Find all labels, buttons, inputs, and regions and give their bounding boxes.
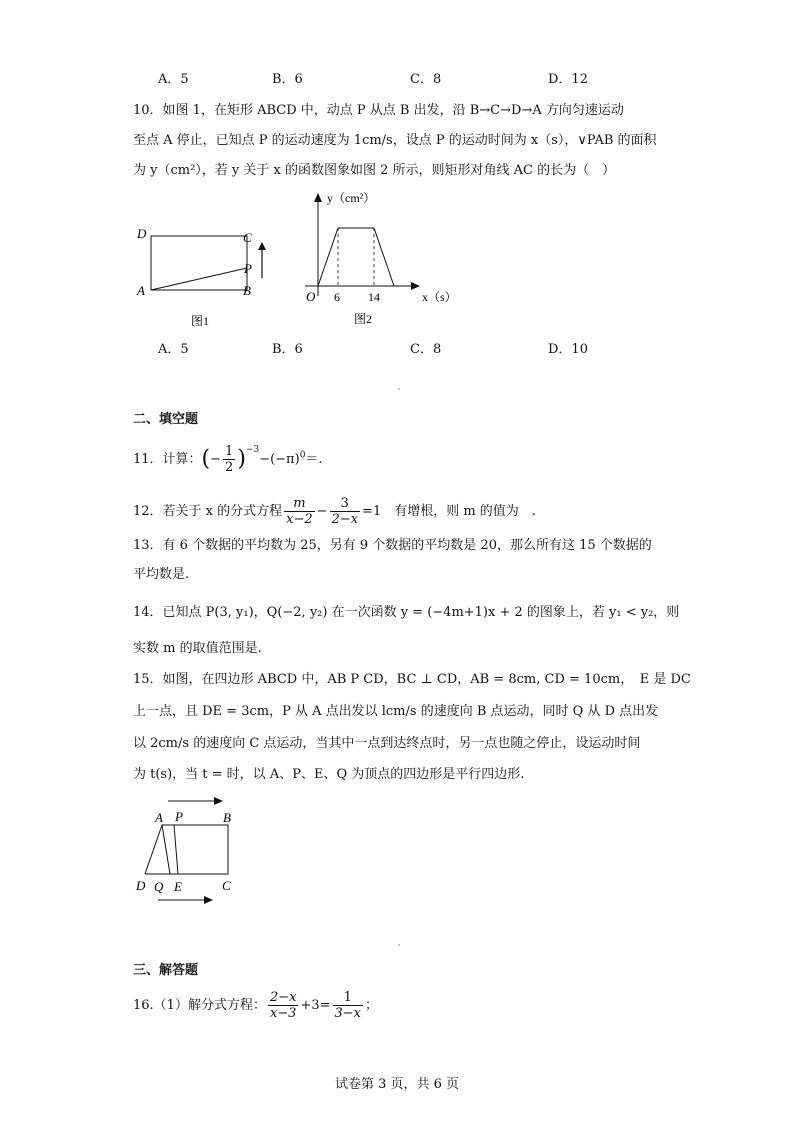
q15-line-3: 以 2cm/s 的速度向 C 点运动，当其中一点到达终点时，另一点也随之停止，设运动时间: [133, 736, 641, 751]
q10-option-a: A．5: [158, 342, 189, 357]
q15-label-a: A: [155, 810, 163, 825]
fig2-tick-6: 6: [334, 290, 340, 304]
fig1-caption: 图1: [191, 314, 210, 328]
q14-line-1: 14．已知点 P(3, y₁)，Q(−2, y₂) 在一次函数 y = (−4m+1)x + 2 的图象上，若 y₁ < y₂，则: [133, 605, 680, 620]
q14-line-2: 实数 m 的取值范围是.: [133, 641, 262, 656]
fig2-caption: 图2: [354, 312, 373, 326]
q9-option-b: B．6: [272, 72, 303, 87]
q10-option-d: D．10: [548, 342, 588, 357]
fig2-y-label: y（cm²）: [327, 191, 376, 205]
q9-option-a: A．5: [158, 72, 189, 87]
q16: 16.（1）解分式方程： $\frac{2-x}{x-3}$ +3= $\frac{1}{3-x}$ ；: [133, 990, 379, 1021]
q15-label-c: C: [222, 878, 231, 893]
fig2-tick-14: 14: [368, 290, 380, 304]
fig1-label-p: P: [244, 261, 252, 276]
q10-figure-2: [300, 190, 480, 330]
q9-option-c: C．8: [410, 72, 442, 87]
page-dot-2: [398, 944, 400, 946]
q12: 12．若关于 x 的分式方程 $\frac{m}{x-2}$ − $\frac{3}{2-x}$ =1 有增根，则 m 的值为 .: [133, 496, 536, 527]
q10-figure-1: [130, 220, 290, 340]
fig1-label-d: D: [137, 226, 147, 241]
fig1-label-b: B: [243, 283, 251, 298]
q9-option-d: D．12: [548, 72, 588, 87]
q13-line-2: 平均数是.: [133, 567, 190, 582]
q10-line-2: 至点 A 停止，已知点 P 的运动速度为 1cm/s，设点 P 的运动时间为 x（s），∨PAB 的面积: [133, 133, 657, 148]
q10-option-b: B．6: [272, 342, 303, 357]
q15-label-b: B: [223, 810, 231, 825]
fig1-label-a: A: [137, 283, 145, 298]
q15-figure: [130, 790, 260, 920]
page-dot: [398, 388, 400, 390]
q10-line-3: 为 y（cm²），若 y 关于 x 的函数图象如图 2 所示，则矩形对角线 AC 的长为（ ）: [133, 163, 616, 178]
page-footer: 试卷第 3 页，共 6 页: [334, 1077, 460, 1092]
q15-line-2: 上一点，且 DE = 3cm，P 从 A 点出发以 lcm/s 的速度向 B 点运动，同时 Q 从 D 点出发: [133, 704, 659, 719]
q15-line-1: 15．如图，在四边形 ABCD 中，AB P CD，BC ⊥ CD，AB = 8cm, CD = 10cm， E 是 DC: [133, 672, 691, 687]
q15-label-e: E: [174, 879, 182, 894]
q13-line-1: 13．有 6 个数据的平均数为 25，另有 9 个数据的平均数是 20，那么所有这 15 个数据的: [133, 538, 652, 553]
fig2-origin: O: [306, 289, 316, 304]
q10-line-1: 10．如图 1，在矩形 ABCD 中，动点 P 从点 B 出发，沿 B→C→D→A 方向匀速运动: [133, 103, 624, 118]
q15-line-4: 为 t(s)，当 t = 时，以 A、P、E、Q 为顶点的四边形是平行四边形.: [133, 767, 525, 782]
fig1-label-c: C: [243, 230, 252, 245]
section-fill-in-heading: 二、填空题: [133, 412, 199, 427]
q15-label-q: Q: [154, 879, 164, 894]
q15-label-p: P: [175, 809, 183, 824]
q11: 11．计算：(− $\frac{1}{2}$ )$^{-3}-(-\pi)^0=$.: [133, 444, 323, 475]
fig2-x-label: x（s）: [422, 290, 457, 304]
q15-label-d: D: [136, 878, 146, 893]
q10-option-c: C．8: [410, 342, 442, 357]
section-answer-heading: 三、解答题: [133, 963, 199, 978]
